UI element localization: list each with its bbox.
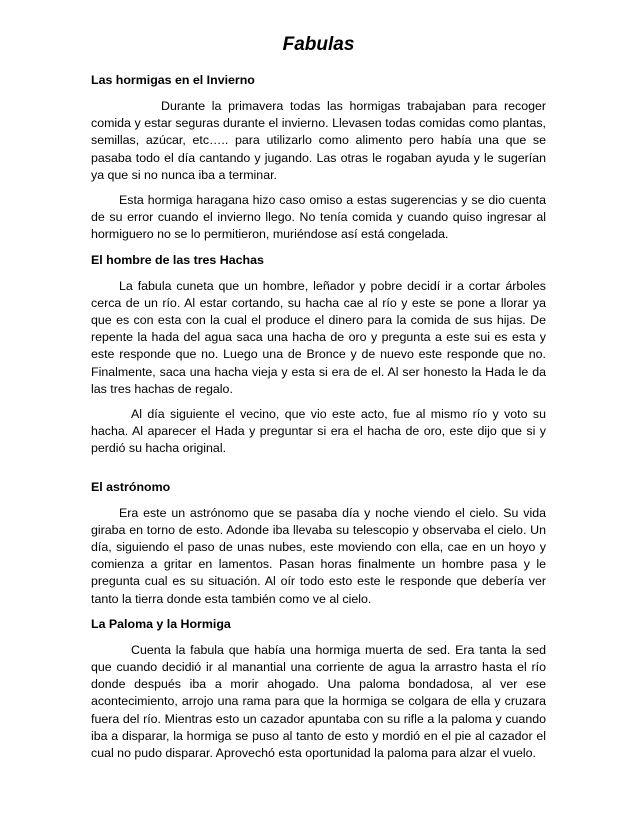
section-heading-hormigas-invierno: Las hormigas en el Invierno: [91, 73, 255, 87]
section-heading-paloma-hormiga: La Paloma y la Hormiga: [91, 616, 231, 631]
paragraph: Durante la primavera todas las hormigas trabajaban para recoger comida y estar seguras durante el invierno. Llevasen todas comidas como plantas, semillas, azúcar, etc….. para utilizarlo como alimento pero había una que se pasaba todo el día cantando y jugando. Las otras le rogaban ayuda y le sugerían ya que si no nunca iba a terminar.: [91, 99, 546, 182]
document-title: Fabulas: [282, 34, 355, 55]
paragraph: Era este un astrónomo que se pasaba día y noche viendo el cielo. Su vida giraba en torno de esto. Adonde iba llevaba su telescopio y observaba el cielo. Un día, siguiendo el paso de unas nubes, este moviendo con ella, cae en un hoyo y comienza a gritar en lamentos. Pasan horas finalmente un hombre pasa y le pregunta cual es su situación. Al oír todo esto este le responde que debería ver tanto la tierra donde esta también como ve al cielo.: [91, 505, 546, 606]
section-heading-hombre-tres-hachas: El hombre de las tres Hachas: [91, 252, 264, 267]
paragraph: Cuenta la fabula que había una hormiga muerta de sed. Era tanta la sed que cuando decidió ir al manantial una corriente de agua la arrastro hasta el río donde después iba a morir ahogado. Una paloma bondadosa, al ver ese acontecimiento, arrojo una rama para que la hormiga se colgara de ella y cruzara fuera del río. Mientras esto un cazador apuntaba con su rifle a la paloma y cuando iba a disparar, la hormiga se puso al tanto de esto y mordió en el pie al cazador el cual no pudo disparar. Aprovechó esta oportunidad la paloma para alzar el vuelo.: [91, 642, 546, 761]
paragraph: La fabula cuneta que un hombre, leñador y pobre decidí ir a cortar árboles cerca de un río. Al estar cortando, su hacha cae al río y este se pone a llorar ya que es con esta con la cual el produce el dinero para la comida de sus hijas. De repente la hada del agua saca una hacha de oro y pregunta a este sui es esta y este responde que no. Luego una de Bronce y de nuevo este responde que no. Finalmente, saca una hacha vieja y esta si era de el. Al ser honesto la Hada le da las tres hachas de regalo.: [91, 278, 546, 396]
section-heading-astronomo: El astrónomo: [91, 479, 171, 494]
paragraph: Esta hormiga haragana hizo caso omiso a estas sugerencias y se dio cuenta de su error cuando el invierno llego. No tenía comida y cuando quiso ingresar al hormiguero no se lo permitieron, muriéndose así está congelada.: [91, 193, 546, 242]
paragraph: Al día siguiente el vecino, que vio este acto, fue al mismo río y voto su hacha. Al aparecer el Hada y preguntar si era el hacha de oro, este dijo que si y perdió su hacha original.: [91, 407, 546, 456]
